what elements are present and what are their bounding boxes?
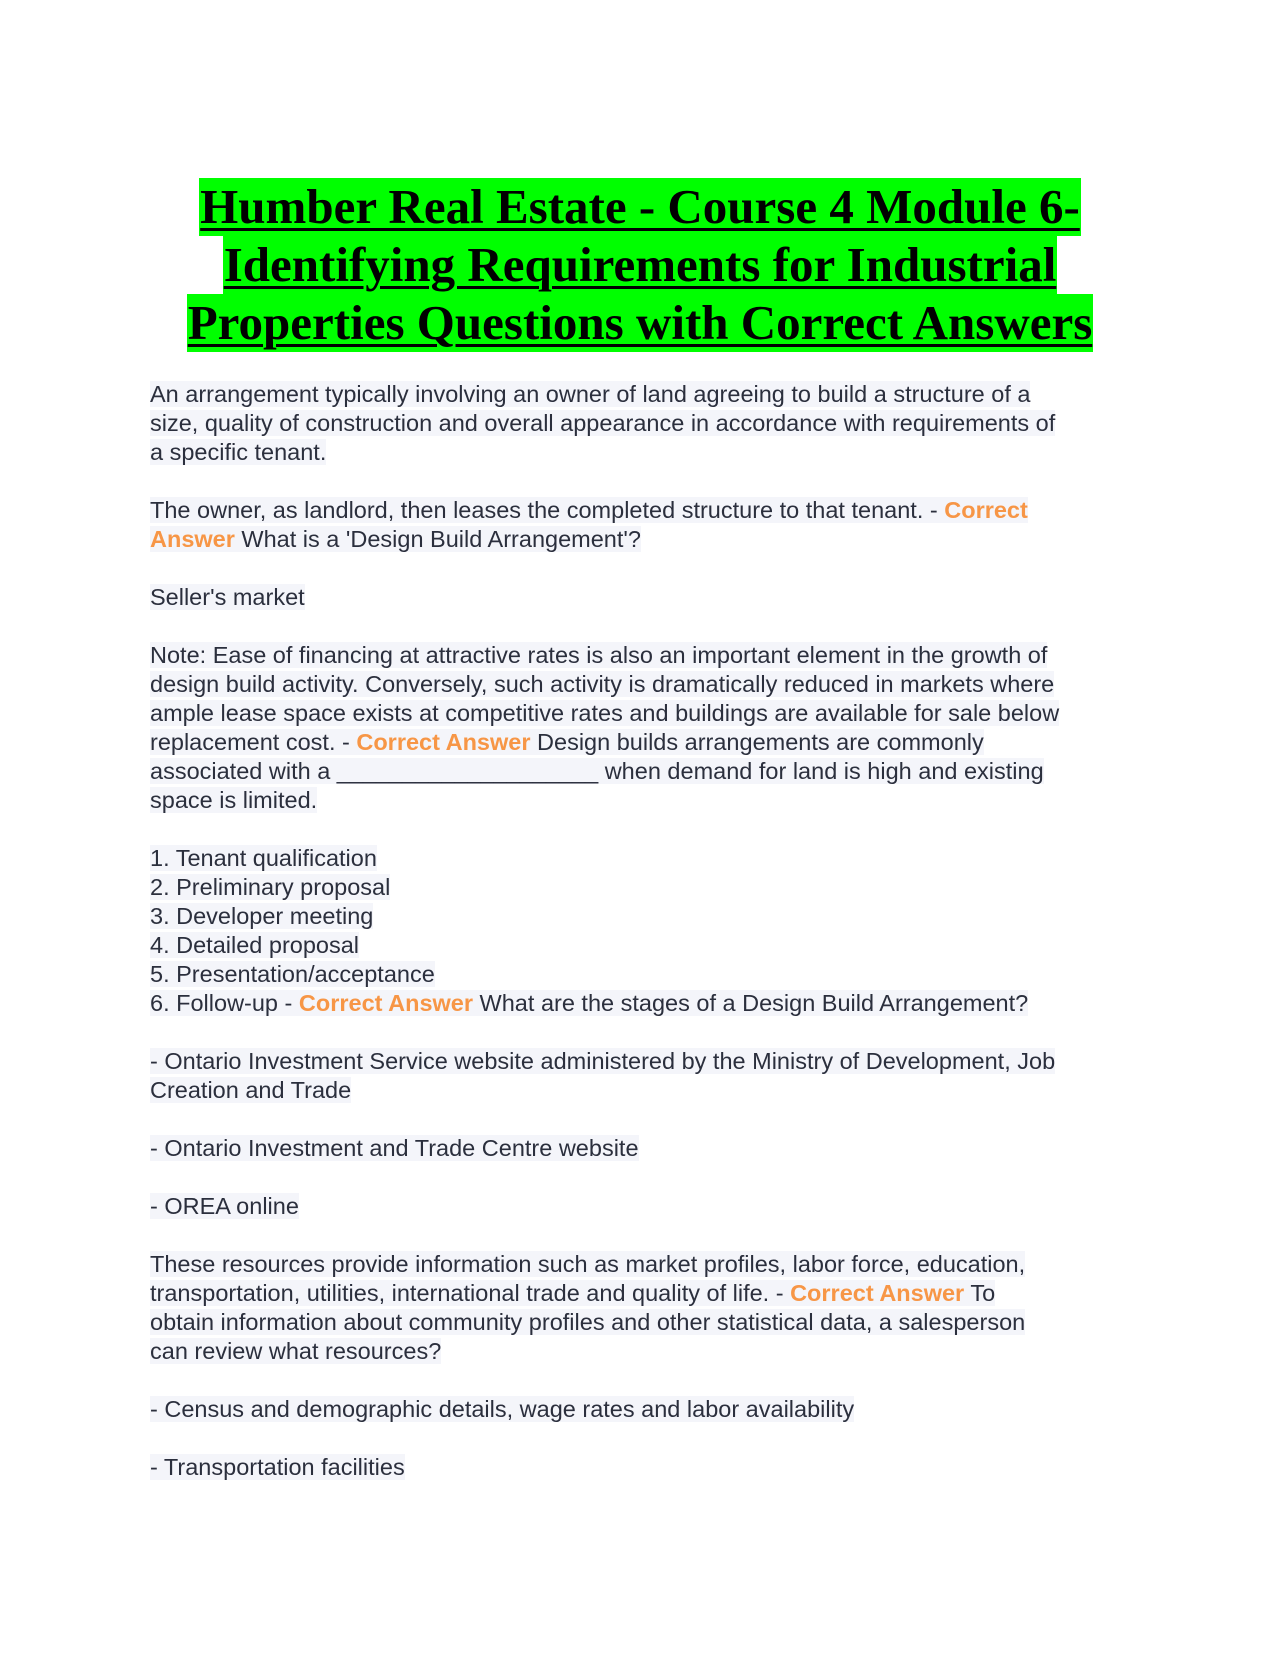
qa-paragraph bbox=[150, 1134, 1150, 1163]
line-text: An arrangement typically involving an owner of land agreeing to build a structure of a bbox=[150, 381, 1031, 407]
line-text: What are the stages of a Design Build Arrangement? bbox=[473, 990, 1029, 1016]
document-body bbox=[150, 380, 1150, 1511]
line-highlight bbox=[150, 671, 1054, 697]
text-line bbox=[150, 1453, 1150, 1482]
line-highlight bbox=[150, 410, 1055, 436]
line-highlight bbox=[150, 932, 359, 958]
line-highlight bbox=[150, 903, 373, 929]
line-text: Note: Ease of financing at attractive rates is also an important element in the growth of bbox=[150, 642, 1048, 668]
qa-paragraph bbox=[150, 1192, 1150, 1221]
line-text: transportation, utilities, international trade and quality of life. - bbox=[150, 1280, 791, 1306]
title-line: Humber Real Estate - Course 4 Module 6- bbox=[200, 179, 1080, 234]
title-line: Identifying Requirements for Industrial bbox=[223, 237, 1057, 292]
correct-answer-label: Answer bbox=[150, 526, 235, 552]
line-highlight bbox=[150, 1396, 854, 1422]
line-highlight bbox=[150, 758, 1044, 784]
line-highlight bbox=[150, 1077, 351, 1103]
qa-paragraph bbox=[150, 1250, 1150, 1366]
text-line bbox=[150, 670, 1150, 699]
line-highlight bbox=[150, 1454, 405, 1480]
text-line bbox=[150, 641, 1150, 670]
text-line bbox=[150, 409, 1150, 438]
text-line bbox=[150, 496, 1150, 525]
text-line bbox=[150, 728, 1150, 757]
text-line bbox=[150, 380, 1150, 409]
line-text: can review what resources? bbox=[150, 1338, 442, 1364]
line-highlight bbox=[150, 729, 984, 755]
line-text: a specific tenant. bbox=[150, 439, 327, 465]
line-text: - Transportation facilities bbox=[150, 1454, 405, 1480]
qa-paragraph bbox=[150, 583, 1150, 612]
correct-answer-label: Correct Answer bbox=[298, 990, 474, 1016]
qa-paragraph bbox=[150, 844, 1150, 1018]
correct-answer-label: Correct Answer bbox=[356, 729, 531, 755]
line-highlight bbox=[150, 990, 1028, 1016]
line-highlight bbox=[150, 874, 390, 900]
line-highlight bbox=[150, 1135, 639, 1161]
text-line bbox=[150, 989, 1150, 1018]
line-text: space is limited. bbox=[150, 787, 318, 813]
line-text: 2. Preliminary proposal bbox=[150, 874, 391, 900]
text-line bbox=[150, 873, 1150, 902]
text-line bbox=[150, 583, 1150, 612]
text-line bbox=[150, 786, 1150, 815]
line-text: - Ontario Investment and Trade Centre website bbox=[150, 1135, 639, 1161]
line-highlight bbox=[150, 787, 317, 813]
text-line bbox=[150, 438, 1150, 467]
correct-answer-label: Correct bbox=[944, 497, 1028, 523]
line-text: design build activity. Conversely, such activity is dramatically reduced in markets where bbox=[150, 671, 1055, 697]
text-line bbox=[150, 1192, 1150, 1221]
qa-paragraph bbox=[150, 641, 1150, 815]
line-text: - Ontario Investment Service website administered by the Ministry of Development, Job bbox=[150, 1048, 1056, 1074]
qa-paragraph bbox=[150, 1047, 1150, 1105]
qa-paragraph bbox=[150, 496, 1150, 554]
document-title bbox=[0, 178, 1280, 352]
line-highlight bbox=[150, 439, 326, 465]
line-highlight bbox=[150, 381, 1030, 407]
line-highlight bbox=[150, 1048, 1055, 1074]
line-text: 1. Tenant qualification bbox=[150, 845, 377, 871]
text-line bbox=[150, 1134, 1150, 1163]
line-highlight bbox=[150, 845, 377, 871]
line-highlight bbox=[150, 1193, 299, 1219]
line-text: size, quality of construction and overall appearance in accordance with requirements of bbox=[150, 410, 1056, 436]
line-highlight bbox=[150, 961, 435, 987]
line-highlight bbox=[150, 1338, 441, 1364]
line-text: The owner, as landlord, then leases the completed structure to that tenant. - bbox=[150, 497, 945, 523]
line-highlight bbox=[150, 700, 1059, 726]
text-line bbox=[150, 1076, 1150, 1105]
line-text: replacement cost. - bbox=[150, 729, 357, 755]
text-line bbox=[150, 844, 1150, 873]
line-text: Seller's market bbox=[150, 584, 305, 610]
line-highlight bbox=[150, 1309, 1025, 1335]
line-text: Creation and Trade bbox=[150, 1077, 352, 1103]
title-line: Properties Questions with Correct Answers bbox=[187, 295, 1093, 350]
line-text: To bbox=[964, 1280, 996, 1306]
text-line bbox=[150, 1250, 1150, 1279]
line-highlight bbox=[150, 526, 641, 552]
text-line bbox=[150, 1047, 1150, 1076]
line-text: Design builds arrangements are commonly bbox=[530, 729, 984, 755]
line-text: obtain information about community profiles and other statistical data, a salesperson bbox=[150, 1309, 1026, 1335]
correct-answer-label: Correct Answer bbox=[790, 1280, 965, 1306]
line-text: These resources provide information such as market profiles, labor force, education, bbox=[150, 1251, 1026, 1277]
line-text: associated with a ____________________ when demand for land is high and existing bbox=[150, 758, 1044, 784]
text-line bbox=[150, 931, 1150, 960]
line-text: - OREA online bbox=[150, 1193, 299, 1219]
line-highlight bbox=[150, 1280, 995, 1306]
qa-paragraph bbox=[150, 1453, 1150, 1482]
text-line bbox=[150, 1279, 1150, 1308]
text-line bbox=[150, 902, 1150, 931]
text-line bbox=[150, 1308, 1150, 1337]
text-line bbox=[150, 960, 1150, 989]
text-line bbox=[150, 757, 1150, 786]
line-text: ample lease space exists at competitive rates and buildings are available for sale below bbox=[150, 700, 1060, 726]
text-line bbox=[150, 699, 1150, 728]
line-text: 5. Presentation/acceptance bbox=[150, 961, 435, 987]
line-highlight bbox=[150, 642, 1047, 668]
line-highlight bbox=[150, 1251, 1025, 1277]
line-highlight bbox=[150, 584, 305, 610]
line-text: 6. Follow-up - bbox=[150, 990, 299, 1016]
text-line bbox=[150, 1395, 1150, 1424]
line-text: 4. Detailed proposal bbox=[150, 932, 360, 958]
line-highlight bbox=[150, 497, 1028, 523]
line-text: 3. Developer meeting bbox=[150, 903, 374, 929]
qa-paragraph bbox=[150, 1395, 1150, 1424]
qa-paragraph bbox=[150, 380, 1150, 467]
line-text: - Census and demographic details, wage rates and labor availability bbox=[150, 1396, 855, 1422]
line-text: What is a 'Design Build Arrangement'? bbox=[234, 526, 641, 552]
text-line bbox=[150, 525, 1150, 554]
text-line bbox=[150, 1337, 1150, 1366]
